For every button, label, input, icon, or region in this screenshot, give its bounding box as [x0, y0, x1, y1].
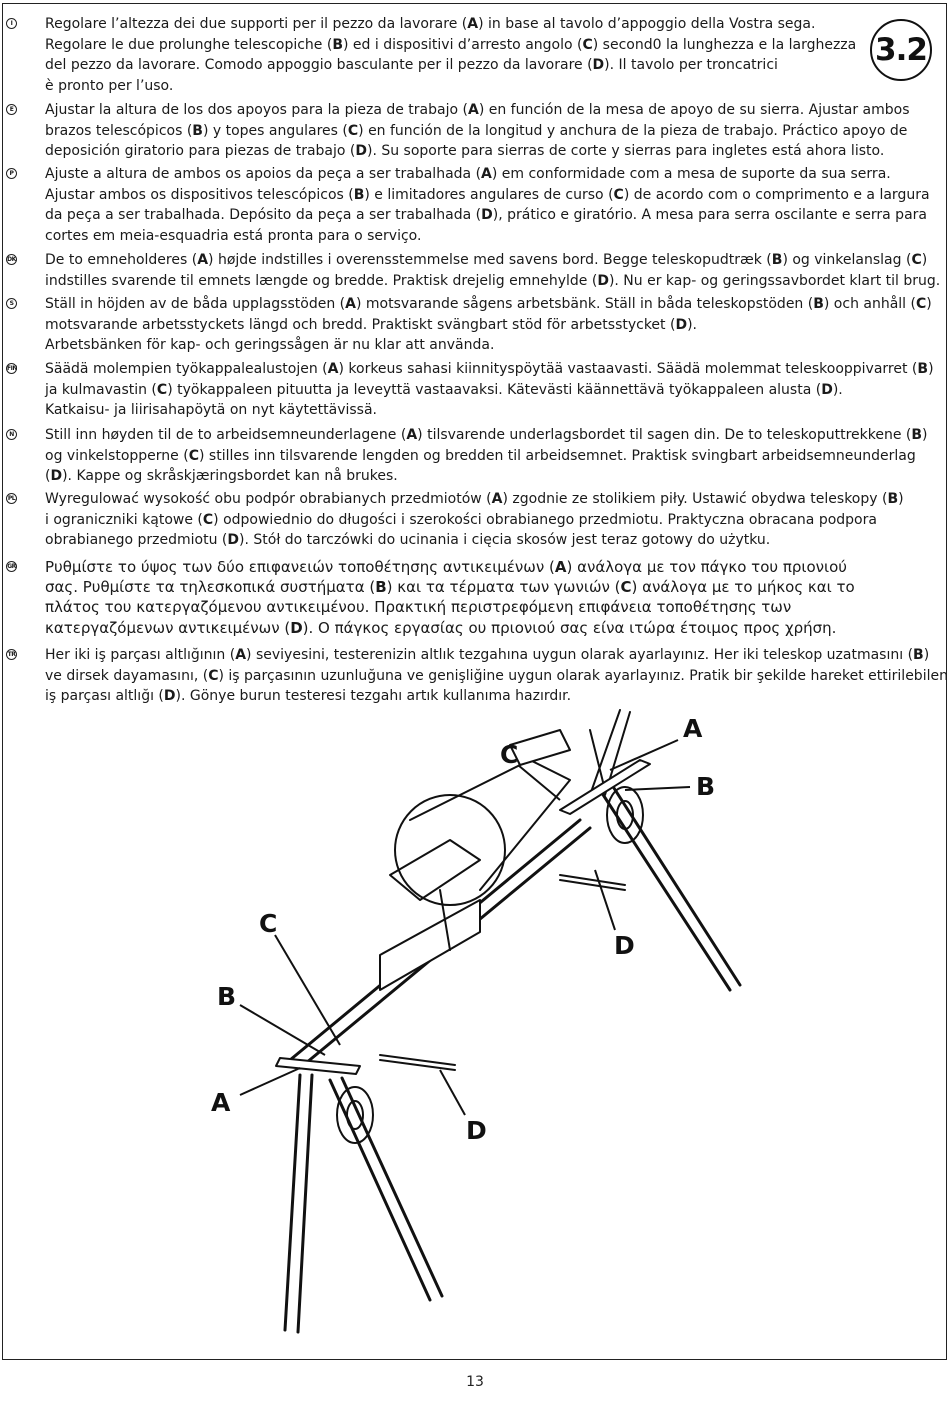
text-line: deposición giratorio para piezas de trabajo (D). Su soporte para sierras de corte y sierras para ingletes está ahora listo.	[45, 143, 885, 160]
text-line: De to emneholderes (A) højde indstilles i overensstemmelse med savens bord. Begge teleskopudtræk (B) og vinkelanslag (C)	[45, 252, 928, 268]
callout-c-top: C	[500, 740, 519, 769]
language-badge-e: E	[6, 104, 17, 115]
text-line: del pezzo da lavorare. Comodo appoggio basculante per il pezzo da lavorare (D). Il tavolo per troncatrici	[45, 57, 778, 74]
text-line: Ajustar ambos os dispositivos telescópicos (B) e limitadores angulares de curso (C) de acordo com o comprimento e a largura	[45, 186, 930, 203]
text-line: πλάτος του κατεργαζόμενου αντικειμένου. Πρακτική περιστρεφόμενη επιφάνεια τοποθέτησης των	[45, 598, 792, 617]
text-line: Wyregulować wysokość obu podpór obrabianych przedmiotów (A) zgodnie ze stolikiem piły. Ustawić obydwa teleskopy (B)	[45, 491, 904, 507]
language-badge-i: I	[6, 18, 17, 29]
text-line: cortes em meia-esquadria está pronta para o serviço.	[45, 227, 422, 244]
language-badge-n: N	[6, 429, 17, 440]
text-line: Regolare l’altezza dei due supporti per il pezzo da lavorare (A) in base al tavolo d’appoggio della Vostra sega.	[45, 16, 816, 32]
text-line: brazos telescópicos (B) y topes angulares (C) en función de la longitud y anchura de la pieza de trabajo. Práctico apoyo de	[45, 122, 908, 139]
callout-a-top: A	[683, 714, 703, 743]
callout-d-bottom: D	[466, 1116, 487, 1145]
text-line: motsvarande arbetsstyckets längd och bredd. Praktiskt svängbart stöd för arbetsstycket (D).	[45, 316, 697, 333]
text-line: κατεργαζόμενων αντικειμένων (D). Ο πάγκος εργασίας ου πριονιού σας είνα ιτώρα έτοιμος προς χρήση.	[45, 618, 837, 637]
text-line: Her iki iş parçası altlığının (A) seviyesini, testerenizin altlık tezgahına uygun olarak ayarlayınız. Her iki teleskop uzatmasını (B)	[45, 647, 930, 663]
text-line: Säädä molempien työkappalealustojen (A) korkeus sahasi kiinnityspöytää vastaavasti. Säädä molemmat teleskooppivarret (B)	[45, 361, 934, 377]
text-line: og vinkelstopperne (C) stilles inn tilsvarende lengden og bredden til arbeidsemnet. Praktisk svingbart arbeidsemneunderlag	[45, 447, 916, 464]
text-line: ve dirsek dayamasını, (C) iş parçasının uzunluğuna ve genişliğine uygun olarak ayarlayınız. Pratik bir şekilde hareket ettirilebilen	[45, 667, 948, 684]
page-number: 13	[466, 1374, 484, 1390]
text-line: iş parçası altlığı (D). Gönye burun testeresi tezgahı artık kullanıma hazırdır.	[45, 688, 572, 705]
text-line: Regolare le due prolunghe telescopiche (B) ed i dispositivi d’arresto angolo (C) second0 la lunghezza e la larghezza	[45, 36, 857, 53]
callout-b-left: B	[217, 982, 237, 1011]
language-badge-pl: PL	[7, 495, 16, 502]
text-line: Katkaisu- ja liirisahapöytä on nyt käytettävissä.	[45, 402, 377, 419]
text-line: Ajuste a altura de ambos os apoios da peça a ser trabalhada (A) em conformidade com a mesa de suporte da sua serra.	[45, 166, 891, 182]
callout-a-left: A	[211, 1088, 231, 1117]
text-line: Ställ in höjden av de båda upplagsstöden (A) motsvarande sågens arbetsbänk. Ställ in båda teleskopstöden (B) och anhåll (C)	[45, 296, 932, 312]
text-line: (D). Kappe og skråskjæringsbordet kan nå brukes.	[45, 468, 398, 485]
language-badge-s: S	[6, 298, 17, 309]
callout-c-left: C	[259, 909, 278, 938]
text-line: è pronto per l’uso.	[45, 77, 174, 94]
text-line: σας. Ρυθμίστε τα τηλεσκοπικά συστήματα (B) και τα τέρματα των γωνιών (C) ανάλογα με το μήκος και το	[45, 578, 855, 597]
language-badge-tr: TR	[7, 651, 16, 658]
section-badge: 3.2	[870, 19, 932, 81]
language-badge-fin: FIN	[7, 365, 17, 372]
text-line: da peça a ser trabalhada. Depósito da peça a ser trabalhada (D), prático e giratório. A mesa para serra oscilante e serra para	[45, 207, 927, 224]
text-line: Still inn høyden til de to arbeidsemneunderlagene (A) tilsvarende underlagsbordet til sagen din. De to teleskoputtrekkene (B)	[45, 427, 928, 443]
language-badge-p: P	[6, 168, 17, 179]
text-line: i ograniczniki kątowe (C) odpowiednio do długości i szerokości obrabianego przedmiotu. Praktyczna obracana podpora	[45, 511, 877, 528]
text-line: obrabianego przedmiotu (D). Stół do tarczówki do ucinania i cięcia skosów jest teraz gotowy do użytku.	[45, 532, 771, 549]
callout-b-top: B	[696, 772, 716, 801]
text-line: Ajustar la altura de los dos apoyos para la pieza de trabajo (A) en función de la mesa de apoyo de su sierra. Ajustar ambos	[45, 102, 910, 118]
text-line: indstilles svarende til emnets længde og bredde. Praktisk drejelig emnehylde (D). Nu er kap- og geringssavbordet klart til brug.	[45, 272, 941, 289]
language-badge-gr: GR	[7, 563, 16, 570]
language-badge-dk: DK	[7, 256, 16, 263]
callout-d-right: D	[614, 931, 635, 960]
text-line: Arbetsbänken för kap- och geringssågen är nu klar att använda.	[45, 337, 495, 354]
text-line: ja kulmavastin (C) työkappaleen pituutta ja leveyttä vastaavaksi. Kätevästi käännettävä työkappaleen alusta (D).	[45, 381, 843, 398]
text-line: Ρυθμίστε το ύψος των δύο επιφανειών τοποθέτησης αντικειμένων (A) ανάλογα με τον πάγκο του πριονιού	[45, 558, 847, 576]
